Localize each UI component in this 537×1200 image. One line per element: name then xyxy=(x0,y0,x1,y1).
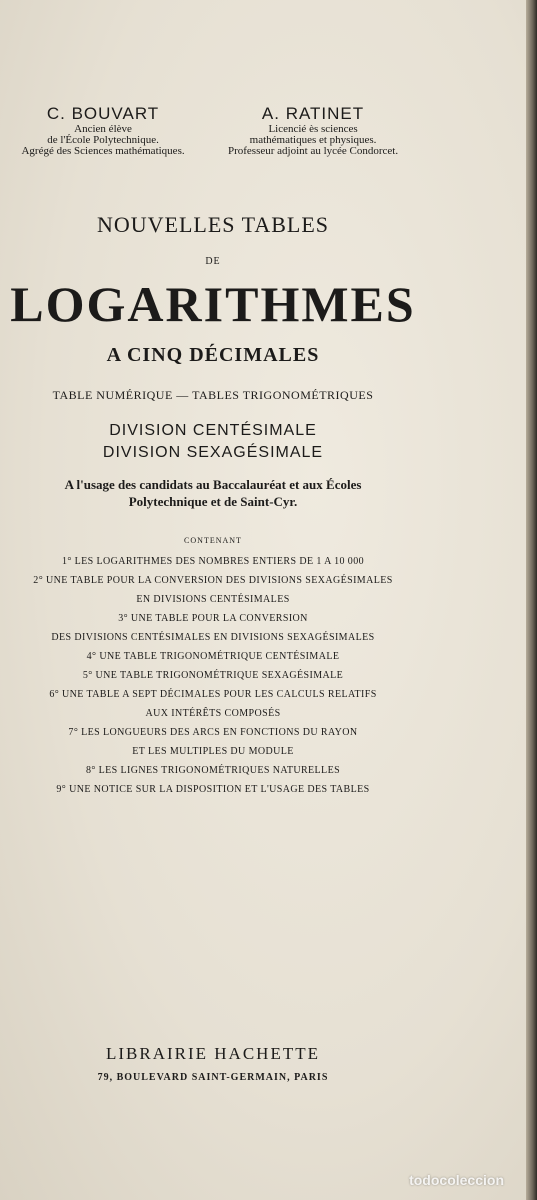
contents-line: 1° LES LOGARITHMES DES NOMBRES ENTIERS DE 1 A 10 000 xyxy=(61,556,365,567)
contents-line: 7° LES LONGUEURS DES ARCS EN FONCTIONS DU RAYON xyxy=(68,727,358,738)
contents-line: 6° UNE TABLE A SEPT DÉCIMALES POUR LES CALCULS RELATIFS xyxy=(49,689,377,700)
title-line-1: NOUVELLES TABLES xyxy=(97,212,329,237)
title-line-2: DE xyxy=(205,256,221,267)
author-bouvart xyxy=(0,104,206,157)
contents-list xyxy=(0,552,426,799)
contents-line: EN DIVISIONS CENTÉSIMALES xyxy=(136,594,290,605)
author-name: C. BOUVART xyxy=(46,104,160,123)
author-credential: de l'École Polytechnique. xyxy=(47,134,159,146)
contents-line: DES DIVISIONS CENTÉSIMALES EN DIVISIONS SEXAGÉSIMALES xyxy=(51,632,375,643)
usage-block xyxy=(0,476,426,510)
contents-line: 2° UNE TABLE POUR LA CONVERSION DES DIVISIONS SEXAGÉSIMALES xyxy=(33,575,393,586)
division-centesimale: DIVISION CENTÉSIMALE xyxy=(109,422,317,439)
contents-line: 4° UNE TABLE TRIGONOMÉTRIQUE CENTÉSIMALE xyxy=(86,651,340,662)
contents-line: 3° UNE TABLE POUR LA CONVERSION xyxy=(118,613,308,624)
authors-block xyxy=(0,104,420,157)
usage-line: Polytechnique et de Saint-Cyr. xyxy=(128,494,298,509)
author-credential: Licencié ès sciences xyxy=(268,123,358,135)
divisions-block xyxy=(0,420,426,464)
author-credential: Agrégé des Sciences mathématiques. xyxy=(21,145,185,157)
subtitle: A CINQ DÉCIMALES xyxy=(106,344,320,366)
contents-line: ET LES MULTIPLES DU MODULE xyxy=(132,746,294,757)
contents-line: 8° LES LIGNES TRIGONOMÉTRIQUES NATURELLES xyxy=(85,765,341,776)
contents-line: AUX INTÉRÊTS COMPOSÉS xyxy=(145,708,281,719)
contents-heading: CONTENANT xyxy=(184,536,242,545)
book-spine-edge xyxy=(526,0,537,1200)
author-credential: Ancien élève xyxy=(74,123,132,135)
division-sexagesimale: DIVISION SEXAGÉSIMALE xyxy=(102,444,324,461)
contents-line: 5° UNE TABLE TRIGONOMÉTRIQUE SEXAGÉSIMALE xyxy=(82,670,344,681)
author-ratinet xyxy=(206,104,420,157)
author-credential: Professeur adjoint au lycée Condorcet. xyxy=(227,145,399,157)
contents-line: 9° UNE NOTICE SUR LA DISPOSITION ET L'USAGE DES TABLES xyxy=(56,784,370,795)
publisher-address: 79, BOULEVARD SAINT-GERMAIN, PARIS xyxy=(97,1072,329,1083)
author-credential: mathématiques et physiques. xyxy=(249,134,377,146)
author-name: A. RATINET xyxy=(261,104,365,123)
publisher-name: LIBRAIRIE HACHETTE xyxy=(105,1044,320,1063)
usage-line: A l'usage des candidats au Baccalauréat et aux Écoles xyxy=(64,477,362,492)
main-title: LOGARITHMES xyxy=(10,276,416,332)
tables-line: TABLE NUMÉRIQUE — TABLES TRIGONOMÉTRIQUES xyxy=(52,388,374,402)
watermark: todocoleccion xyxy=(409,1172,504,1188)
